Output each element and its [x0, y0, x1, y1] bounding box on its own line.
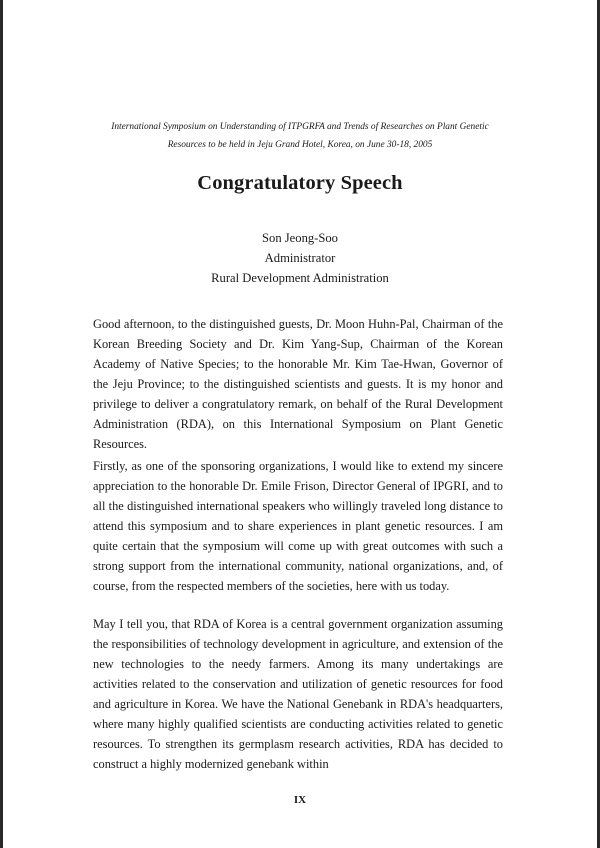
author-name: Son Jeong-Soo — [262, 231, 338, 245]
author-organization: Rural Development Administration — [211, 271, 389, 285]
page-number: IX — [293, 794, 307, 806]
author-block — [0, 228, 600, 288]
header-line-2: Resources to be held in Jeju Grand Hotel, Korea, on June 30-18, 2005 — [167, 140, 433, 150]
symposium-header — [90, 118, 510, 154]
paragraph-appreciation: Firstly, as one of the sponsoring organizations, I would like to extend my sincere appreciation to the honorable Dr. Emile Frison, Director General of IPGRI, and to all the distinguished international speakers who willingly traveled long distance to attend this symposium and to share experiences in plant genetic resources. I am quite certain that the symposium will come up with great outcomes with such a strong support from the international community, national organizations, and, of course, from the respected members of the societies, here with us today. — [93, 459, 503, 593]
header-line-1: International Symposium on Understanding of ITPGRFA and Trends of Researches on Plant Genetic — [111, 122, 489, 132]
page-title: Congratulatory Speech — [197, 172, 403, 194]
paragraph-greeting: Good afternoon, to the distinguished guests, Dr. Moon Huhn-Pal, Chairman of the Korean Breeding Society and Dr. Kim Yang-Sup, Chairman of the Korean Academy of Native Species; to the honorable Mr. Kim Tae-Hwan, Governor of the Jeju Province; to the distinguished scientists and guests. It is my honor and privilege to deliver a congratulatory remark, on behalf of the Rural Development Administration (RDA), on this International Symposium on Plant Genetic Resources. — [93, 317, 503, 451]
page-border-left — [0, 0, 3, 848]
author-position: Administrator — [264, 251, 336, 265]
paragraph-rda-overview: May I tell you, that RDA of Korea is a central government organization assuming the responsibilities of technology development in agriculture, and extension of the new technologies to the needy farmers. Among its many undertakings are activities related to the conservation and utilization of genetic resources for food and agriculture in Korea. We have the National Genebank in RDA's headquarters, where many highly qualified scientists are conducting activities related to genetic resources. To strengthen its germplasm research activities, RDA has decided to construct a highly modernized genebank within — [93, 617, 503, 771]
